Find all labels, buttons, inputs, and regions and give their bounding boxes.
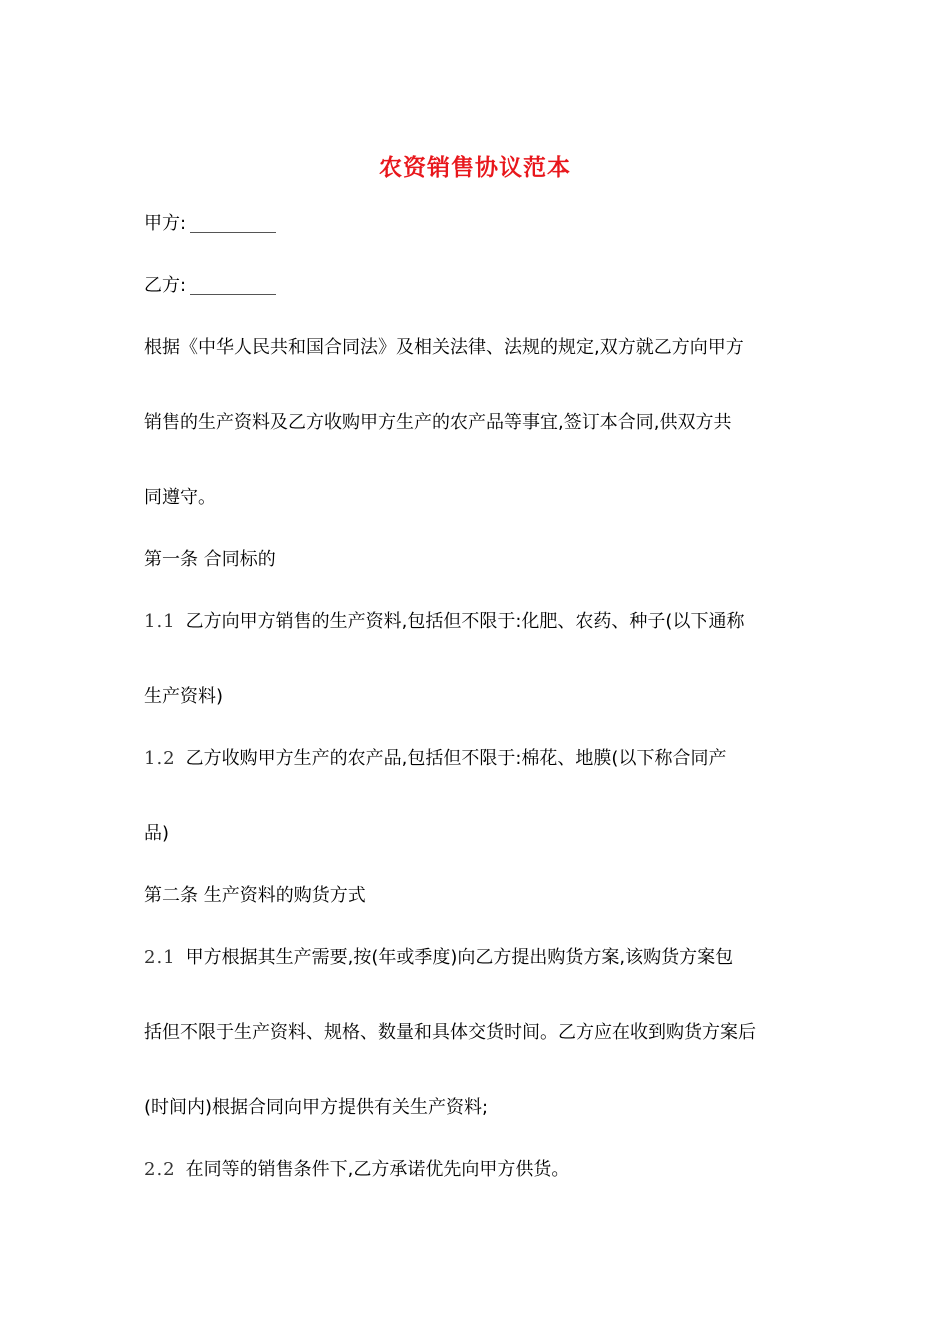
party-b-line bbox=[144, 272, 276, 300]
article-1-heading: 第一条 合同标的 bbox=[144, 549, 276, 570]
article-2-heading: 第二条 生产资料的购货方式 bbox=[144, 885, 366, 906]
party-b-label: 乙方: bbox=[144, 275, 187, 296]
document-title: 农资销售协议范本 bbox=[379, 155, 571, 181]
clause-1-2-number: 1.2 bbox=[144, 748, 176, 769]
clause-1-1-line-1 bbox=[144, 608, 744, 636]
clause-2-2-number: 2.2 bbox=[144, 1159, 176, 1180]
clause-2-1-line-3: (时间内)根据合同向甲方提供有关生产资料; bbox=[144, 1097, 489, 1118]
party-a-label: 甲方: bbox=[144, 213, 187, 234]
clause-2-1-number: 2.1 bbox=[144, 947, 176, 968]
clause-2-1-line-2: 括但不限于生产资料、规格、数量和具体交货时间。乙方应在收到购货方案后 bbox=[144, 1022, 756, 1043]
clause-1-1-text: 乙方向甲方销售的生产资料,包括但不限于:化肥、农药、种子(以下通称 bbox=[185, 611, 745, 632]
party-a-line bbox=[144, 210, 276, 238]
intro-line-1: 根据《中华人民共和国合同法》及相关法律、法规的规定,双方就乙方向甲方 bbox=[144, 337, 744, 358]
clause-2-1-text: 甲方根据其生产需要,按(年或季度)向乙方提出购货方案,该购货方案包 bbox=[185, 947, 734, 968]
clause-2-2-text: 在同等的销售条件下,乙方承诺优先向甲方供货。 bbox=[185, 1159, 570, 1180]
clause-1-2-line-2: 品) bbox=[144, 823, 170, 844]
clause-1-1-number: 1.1 bbox=[144, 611, 176, 632]
clause-1-1-line-2: 生产资料) bbox=[144, 686, 224, 707]
clause-2-1-line-1 bbox=[144, 944, 733, 972]
clause-1-2-text: 乙方收购甲方生产的农产品,包括但不限于:棉花、地膜(以下称合同产 bbox=[185, 748, 727, 769]
intro-line-2: 销售的生产资料及乙方收购甲方生产的农产品等事宜,签订本合同,供双方共 bbox=[144, 412, 732, 433]
party-a-blank bbox=[190, 214, 276, 233]
clause-2-2-line-1 bbox=[144, 1156, 569, 1184]
party-b-blank bbox=[190, 276, 276, 295]
intro-line-3: 同遵守。 bbox=[144, 487, 216, 508]
clause-1-2-line-1 bbox=[144, 745, 726, 773]
